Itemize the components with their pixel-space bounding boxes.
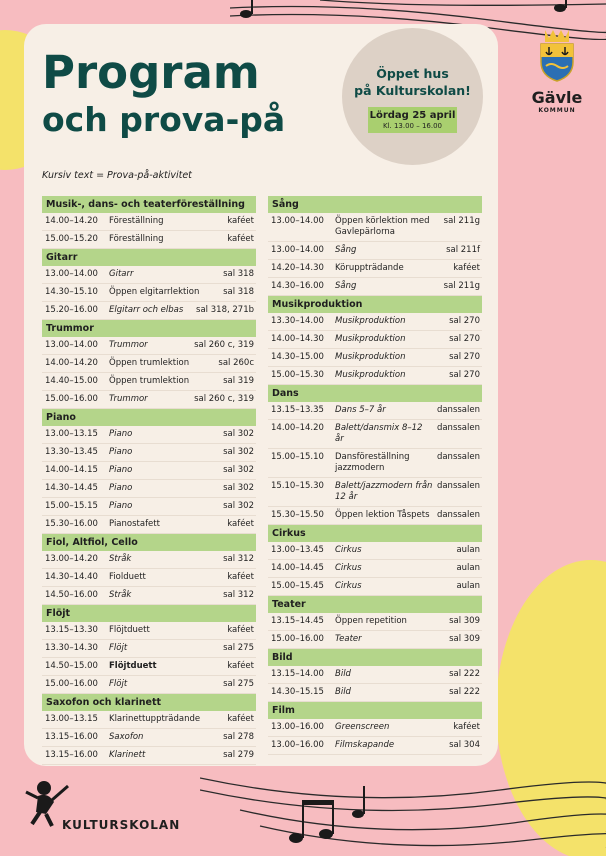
row-time: 14.30–16.00 bbox=[271, 281, 324, 291]
row-time: 13.00–14.00 bbox=[45, 340, 98, 350]
row-time: 14.30–15.15 bbox=[271, 687, 324, 697]
row-activity: Flöjt bbox=[109, 643, 128, 653]
row-time: 15.20–16.00 bbox=[45, 305, 98, 315]
row-place: sal 275 bbox=[223, 679, 254, 689]
row-time: 14.30–14.40 bbox=[45, 572, 98, 582]
row-time: 13.00–13.15 bbox=[45, 429, 98, 439]
row-activity: Saxofon bbox=[109, 732, 144, 742]
row-activity: Filmskapande bbox=[335, 740, 395, 750]
row-time: 14.00–14.20 bbox=[271, 423, 324, 433]
row-time: 13.15–13.35 bbox=[271, 405, 324, 415]
open-house-badge bbox=[342, 28, 483, 165]
schedule-row bbox=[268, 367, 482, 385]
row-place: sal 270 bbox=[449, 370, 480, 380]
row-time: 14.20–14.30 bbox=[271, 263, 324, 273]
schedule-row bbox=[42, 622, 256, 640]
row-place: sal 309 bbox=[449, 634, 480, 644]
row-activity: Sång bbox=[335, 281, 357, 291]
row-activity: Piano bbox=[109, 483, 133, 493]
schedule-row bbox=[42, 569, 256, 587]
schedule-row bbox=[268, 349, 482, 367]
schedule-row bbox=[42, 337, 256, 355]
page-title bbox=[42, 46, 286, 139]
row-activity: Klarinett bbox=[109, 750, 146, 760]
row-time: 15.30–15.50 bbox=[271, 510, 324, 520]
row-place: sal 318, 271b bbox=[196, 305, 254, 315]
row-time: 13.00–16.00 bbox=[271, 722, 324, 732]
schedule-row bbox=[42, 587, 256, 605]
row-time: 15.00–15.30 bbox=[271, 370, 324, 380]
schedule-row bbox=[42, 426, 256, 444]
row-place: sal 275 bbox=[223, 643, 254, 653]
row-activity: Flöjt bbox=[109, 679, 128, 689]
row-time: 14.00–14.20 bbox=[45, 358, 98, 368]
row-time: 15.00–15.20 bbox=[45, 234, 98, 244]
row-activity: Piano bbox=[109, 465, 133, 475]
row-activity: Öppen lektion Tåspets bbox=[335, 510, 430, 520]
schedule-row bbox=[42, 373, 256, 391]
row-activity: Köruppträdande bbox=[335, 263, 404, 273]
row-place: kaféet bbox=[227, 572, 254, 582]
row-activity: Piano bbox=[109, 447, 133, 457]
row-activity: Öppen trumlektion bbox=[109, 376, 190, 386]
row-place: sal 222 bbox=[449, 669, 480, 679]
row-place: kaféet bbox=[227, 714, 254, 724]
row-activity: Musikproduktion bbox=[335, 334, 406, 344]
section-header: Cirkus bbox=[268, 525, 482, 542]
schedule-row bbox=[42, 498, 256, 516]
row-place: sal 312 bbox=[223, 590, 254, 600]
row-place: aulan bbox=[456, 581, 480, 591]
row-activity: Stråk bbox=[109, 554, 132, 564]
row-time: 15.00–16.00 bbox=[271, 634, 324, 644]
row-place: sal 211g bbox=[443, 281, 480, 291]
row-place: danssalen bbox=[436, 481, 480, 491]
row-time: 15.00–15.45 bbox=[271, 581, 324, 591]
schedule-row bbox=[268, 420, 482, 449]
schedule-row bbox=[42, 729, 256, 747]
row-time: 15.00–16.00 bbox=[45, 394, 98, 404]
row-place: danssalen bbox=[436, 423, 480, 433]
row-activity: Öppen trumlektion bbox=[109, 358, 190, 368]
row-activity: Balett/jazzmodern från 12 år bbox=[335, 481, 433, 502]
row-activity: Cirkus bbox=[335, 545, 362, 555]
badge-time: Kl. 13.00 – 16.00 bbox=[382, 122, 442, 130]
row-time: 13.30–14.30 bbox=[45, 643, 98, 653]
row-activity: Sång bbox=[335, 245, 357, 255]
row-place: kaféet bbox=[227, 519, 254, 529]
row-place: sal 260 c, 319 bbox=[194, 340, 254, 350]
schedule-row bbox=[42, 676, 256, 694]
section-header: Sång bbox=[268, 196, 482, 213]
row-activity: Cirkus bbox=[335, 563, 362, 573]
row-time: 13.15–16.00 bbox=[45, 732, 98, 742]
municipality-name: Gävle bbox=[531, 88, 583, 107]
row-activity: Musikproduktion bbox=[335, 352, 406, 362]
row-activity: Greenscreen bbox=[335, 722, 390, 732]
row-activity: Piano bbox=[109, 501, 133, 511]
schedule-row bbox=[42, 640, 256, 658]
row-activity: Cirkus bbox=[335, 581, 362, 591]
row-activity: Trummor bbox=[109, 394, 148, 404]
row-place: sal 260 c, 319 bbox=[194, 394, 254, 404]
schedule-column-left bbox=[42, 196, 256, 765]
schedule-row bbox=[42, 480, 256, 498]
schedule-row bbox=[42, 231, 256, 249]
row-place: sal 304 bbox=[449, 740, 480, 750]
row-place: sal 302 bbox=[223, 429, 254, 439]
schedule-row bbox=[268, 737, 482, 755]
municipality-subtitle: KOMMUN bbox=[538, 107, 576, 114]
schedule-row bbox=[268, 449, 482, 478]
schedule-row bbox=[268, 213, 482, 242]
kulturskolan-name: KULTURSKOLAN bbox=[62, 818, 181, 832]
row-place: sal 319 bbox=[223, 376, 254, 386]
row-place: sal 222 bbox=[449, 687, 480, 697]
row-time: 14.00–14.45 bbox=[271, 563, 324, 573]
row-time: 14.30–14.45 bbox=[45, 483, 98, 493]
section-header: Musik-, dans- och teaterföreställning bbox=[42, 196, 256, 213]
row-time: 14.30–15.00 bbox=[271, 352, 324, 362]
row-time: 13.00–16.00 bbox=[271, 740, 324, 750]
row-place: sal 211f bbox=[446, 245, 480, 255]
row-activity: Elgitarr och elbas bbox=[109, 305, 184, 315]
row-place: sal 279 bbox=[223, 750, 254, 760]
title-line-1: Program bbox=[42, 46, 260, 99]
schedule-row bbox=[42, 516, 256, 534]
schedule-row bbox=[268, 313, 482, 331]
schedule-row bbox=[42, 444, 256, 462]
row-time: 14.30–15.10 bbox=[45, 287, 98, 297]
row-activity: Öppen körlektion med Gavlepärlorna bbox=[335, 216, 430, 237]
row-time: 13.15–13.30 bbox=[45, 625, 98, 635]
row-activity: Öppen elgitarrlektion bbox=[109, 287, 200, 297]
section-header: Fiol, Altfiol, Cello bbox=[42, 534, 256, 551]
row-time: 13.15–14.00 bbox=[271, 669, 324, 679]
row-activity: Balett/dansmix 8–12 år bbox=[335, 423, 423, 444]
row-place: danssalen bbox=[436, 452, 480, 462]
music-staff-bottom-decoration bbox=[200, 760, 606, 856]
row-activity: Dans 5–7 år bbox=[335, 405, 386, 415]
row-place: danssalen bbox=[436, 510, 480, 520]
schedule-row bbox=[268, 242, 482, 260]
schedule-row bbox=[42, 302, 256, 320]
section-header: Piano bbox=[42, 409, 256, 426]
section-header: Film bbox=[268, 702, 482, 719]
row-place: sal 260c bbox=[218, 358, 254, 368]
row-activity: Trummor bbox=[109, 340, 148, 350]
gavle-kommun-logo bbox=[529, 26, 585, 114]
section-header: Trummor bbox=[42, 320, 256, 337]
schedule-row bbox=[42, 213, 256, 231]
row-time: 13.00–14.00 bbox=[271, 245, 324, 255]
row-time: 15.30–16.00 bbox=[45, 519, 98, 529]
row-activity: Flöjtduett bbox=[109, 661, 157, 671]
row-place: sal 312 bbox=[223, 554, 254, 564]
row-place: aulan bbox=[456, 563, 480, 573]
row-time: 15.00–16.00 bbox=[45, 679, 98, 689]
schedule-row bbox=[268, 560, 482, 578]
row-time: 14.50–15.00 bbox=[45, 661, 98, 671]
row-place: kaféet bbox=[453, 722, 480, 732]
row-place: sal 309 bbox=[449, 616, 480, 626]
schedule-row bbox=[268, 719, 482, 737]
row-time: 14.00–14.30 bbox=[271, 334, 324, 344]
schedule-row bbox=[268, 507, 482, 525]
coat-of-arms-icon bbox=[529, 26, 585, 82]
section-header: Bild bbox=[268, 649, 482, 666]
row-activity: Gitarr bbox=[109, 269, 134, 279]
schedule-row bbox=[42, 462, 256, 480]
section-header: Teater bbox=[268, 596, 482, 613]
row-place: aulan bbox=[456, 545, 480, 555]
section-header: Dans bbox=[268, 385, 482, 402]
row-place: sal 270 bbox=[449, 316, 480, 326]
schedule-row bbox=[268, 613, 482, 631]
schedule-row bbox=[268, 631, 482, 649]
row-activity: Pianostafett bbox=[109, 519, 160, 529]
row-activity: Öppen repetition bbox=[335, 616, 407, 626]
row-place: sal 318 bbox=[223, 269, 254, 279]
row-place: kaféet bbox=[227, 625, 254, 635]
row-activity: Föreställning bbox=[109, 234, 164, 244]
row-time: 15.10–15.30 bbox=[271, 481, 324, 491]
row-activity: Bild bbox=[335, 669, 351, 679]
row-activity: Flöjtduett bbox=[109, 625, 150, 635]
row-time: 13.00–13.15 bbox=[45, 714, 98, 724]
row-time: 13.00–14.00 bbox=[271, 216, 324, 226]
row-place: sal 270 bbox=[449, 352, 480, 362]
row-activity: Teater bbox=[335, 634, 362, 644]
row-activity: Musikproduktion bbox=[335, 316, 406, 326]
row-time: 14.00–14.15 bbox=[45, 465, 98, 475]
row-activity: Fiolduett bbox=[109, 572, 146, 582]
schedule-row bbox=[268, 684, 482, 702]
schedule-row bbox=[42, 711, 256, 729]
row-place: sal 211g bbox=[443, 216, 480, 226]
schedule-row bbox=[42, 747, 256, 765]
schedule-row bbox=[42, 391, 256, 409]
row-time: 13.30–13.45 bbox=[45, 447, 98, 457]
badge-heading: Öppet hus på Kulturskolan! bbox=[354, 66, 471, 98]
section-header: Flöjt bbox=[42, 605, 256, 622]
row-place: kaféet bbox=[453, 263, 480, 273]
row-time: 13.15–14.45 bbox=[271, 616, 324, 626]
row-time: 13.00–14.20 bbox=[45, 554, 98, 564]
row-time: 14.00–14.20 bbox=[45, 216, 98, 226]
legend-note: Kursiv text = Prova-på-aktivitet bbox=[42, 170, 192, 181]
row-time: 15.00–15.15 bbox=[45, 501, 98, 511]
schedule-row bbox=[268, 331, 482, 349]
schedule-row bbox=[42, 284, 256, 302]
schedule-row bbox=[42, 266, 256, 284]
row-activity: Föreställning bbox=[109, 216, 164, 226]
row-place: kaféet bbox=[227, 234, 254, 244]
row-place: sal 270 bbox=[449, 334, 480, 344]
badge-date-box bbox=[368, 107, 457, 133]
row-place: kaféet bbox=[227, 661, 254, 671]
row-activity: Klarinettuppträdande bbox=[109, 714, 201, 724]
schedule-row bbox=[268, 578, 482, 596]
schedule-row bbox=[268, 478, 482, 507]
row-place: sal 318 bbox=[223, 287, 254, 297]
schedule-row bbox=[42, 355, 256, 373]
schedule-row bbox=[268, 666, 482, 684]
kulturskolan-logo bbox=[22, 778, 182, 840]
section-header: Musikproduktion bbox=[268, 296, 482, 313]
row-place: sal 302 bbox=[223, 501, 254, 511]
section-header: Gitarr bbox=[42, 249, 256, 266]
row-activity: Dansföreställning jazzmodern bbox=[335, 452, 410, 473]
row-time: 13.00–14.00 bbox=[45, 269, 98, 279]
row-time: 14.50–16.00 bbox=[45, 590, 98, 600]
row-time: 14.40–15.00 bbox=[45, 376, 98, 386]
badge-date: Lördag 25 april bbox=[369, 110, 456, 121]
row-activity: Bild bbox=[335, 687, 351, 697]
row-place: kaféet bbox=[227, 216, 254, 226]
row-place: sal 278 bbox=[223, 732, 254, 742]
schedule-row bbox=[268, 260, 482, 278]
row-place: sal 302 bbox=[223, 483, 254, 493]
row-place: danssalen bbox=[436, 405, 480, 415]
row-place: sal 302 bbox=[223, 447, 254, 457]
row-activity: Piano bbox=[109, 429, 133, 439]
schedule-row bbox=[42, 551, 256, 569]
title-line-2: och prova-på bbox=[42, 100, 286, 139]
row-time: 15.00–15.10 bbox=[271, 452, 324, 462]
schedule-row bbox=[42, 658, 256, 676]
row-time: 13.15–16.00 bbox=[45, 750, 98, 760]
row-place: sal 302 bbox=[223, 465, 254, 475]
row-time: 13.30–14.00 bbox=[271, 316, 324, 326]
schedule-row bbox=[268, 402, 482, 420]
section-header: Saxofon och klarinett bbox=[42, 694, 256, 711]
row-activity: Stråk bbox=[109, 590, 132, 600]
schedule-row bbox=[268, 542, 482, 560]
row-activity: Musikproduktion bbox=[335, 370, 406, 380]
schedule-column-right bbox=[268, 196, 482, 755]
row-time: 13.00–13.45 bbox=[271, 545, 324, 555]
schedule-row bbox=[268, 278, 482, 296]
